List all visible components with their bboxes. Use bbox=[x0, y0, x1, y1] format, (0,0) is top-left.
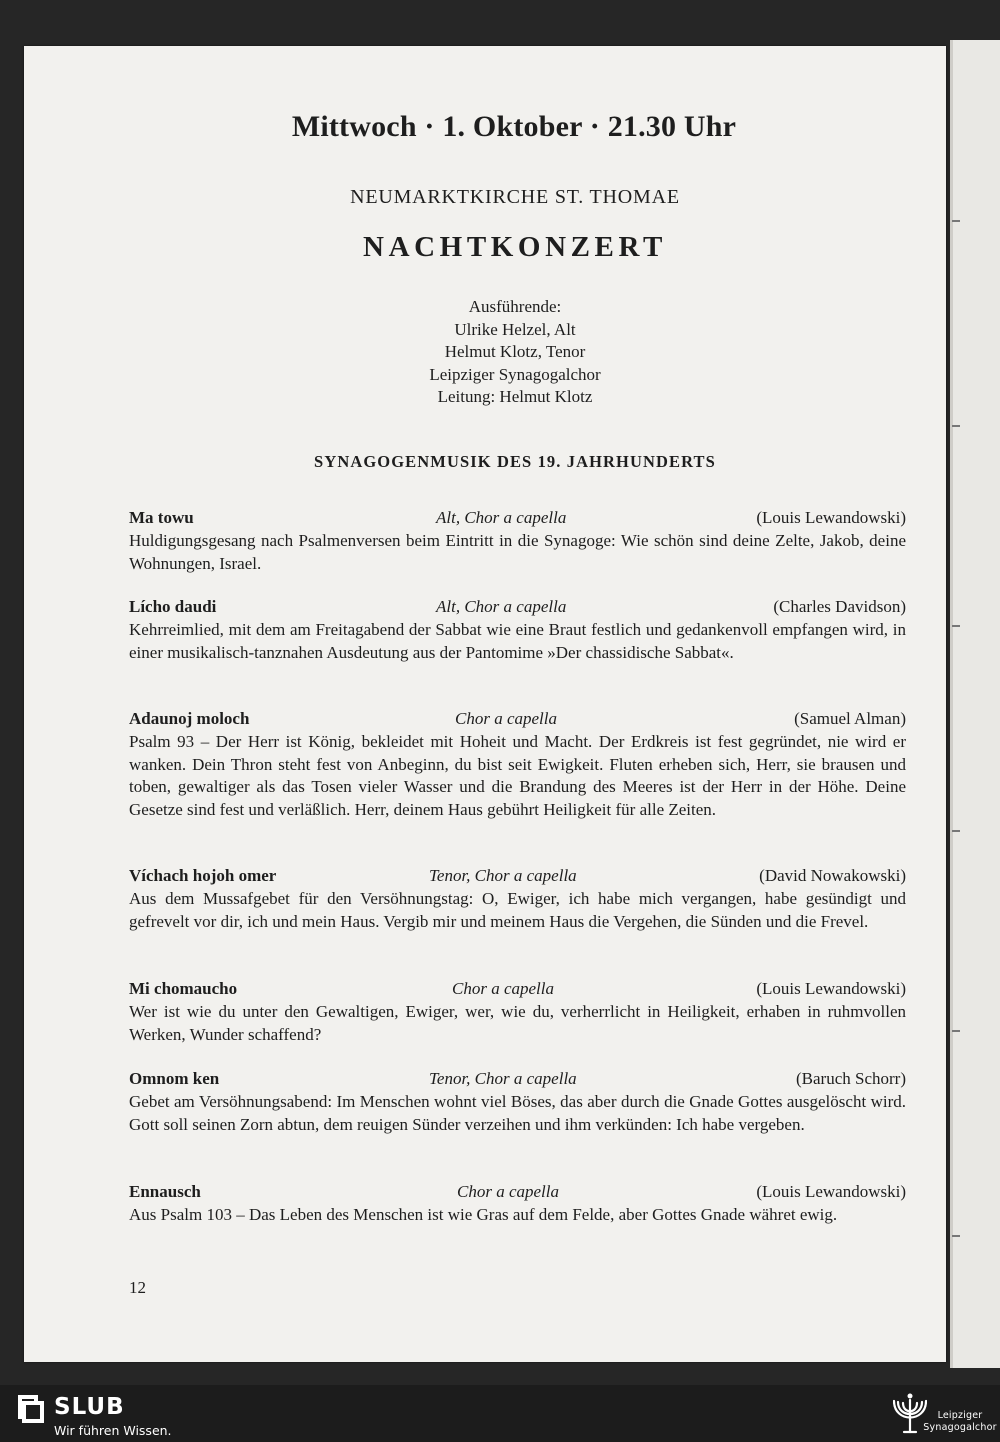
piece-composer: (Louis Lewandowski) bbox=[756, 508, 906, 527]
piece-title: Ma towu bbox=[129, 508, 194, 527]
piece-description: Wer ist wie du unter den Gewaltigen, Ewiger, wer, wie du, verherrlicht in Heiligkeit, erhaben in ruhmvollen Werken, Wunder schaffend? bbox=[129, 1002, 906, 1044]
entry-header bbox=[129, 979, 906, 1001]
piece-voices: Chor a capella bbox=[455, 709, 557, 728]
binding-mark bbox=[952, 1030, 960, 1032]
piece-description: Aus dem Mussafgebet für den Versöhnungstag: O, Ewiger, ich habe mich vergangen, habe gesündigt und gefrevelt vor dir, ich und mein Haus. Vergib mir und meinem Haus die Vergehen, die Sünden und die Frevel. bbox=[129, 889, 906, 931]
piece-description: Kehrreimlied, mit dem am Freitagabend der Sabbat wie eine Braut festlich und gedankenvoll empfangen wird, in einer musikalisch-tanznahen Ausdeutung aus der Pantomime »Der chassidische Sabbat«. bbox=[129, 620, 906, 662]
entry-header bbox=[129, 508, 906, 530]
section-heading: SYNAGOGENMUSIK DES 19. JAHRHUNDERTS bbox=[314, 452, 716, 471]
entry-header bbox=[129, 1069, 906, 1091]
piece-description: Psalm 93 – Der Herr ist König, bekleidet mit Hoheit und Macht. Der Erdkreis ist fest gegründet, nie wird er wanken. Dein Thron steht fest von Anbeginn, du bist seit Ewigkeit. Fluten erheben sich, Herr, sie brausen und toben, gewaltiger als das Tosen vieler Wasser und die Brandung des Meeres ist der Herr in der Höhe. Deine Gesetze sind fest und verläßlich. Herr, deinem Haus gebührt Heiligkeit für alle Zeiten. bbox=[129, 732, 906, 819]
binding-mark bbox=[952, 1235, 960, 1237]
piece-voices: Tenor, Chor a capella bbox=[429, 866, 577, 885]
piece-voices: Alt, Chor a capella bbox=[436, 508, 567, 527]
piece-title: Lícho daudi bbox=[129, 597, 217, 616]
piece-voices: Chor a capella bbox=[457, 1182, 559, 1201]
binding-mark bbox=[952, 425, 960, 427]
piece-title: Ennausch bbox=[129, 1182, 201, 1201]
piece-title: Víchach hojoh omer bbox=[129, 866, 277, 885]
binding-mark bbox=[952, 830, 960, 832]
page-number: 12 bbox=[129, 1278, 146, 1297]
library-claim: Wir führen Wissen. bbox=[54, 1423, 172, 1438]
piece-composer: (Louis Lewandowski) bbox=[756, 1182, 906, 1201]
entry-header bbox=[129, 597, 906, 619]
program-entry bbox=[129, 866, 906, 933]
piece-composer: (Louis Lewandowski) bbox=[756, 979, 906, 998]
performers-block bbox=[0, 296, 1000, 409]
piece-description: Gebet am Versöhnungsabend: Im Menschen wohnt viel Böses, das aber durch die Gnade Gottes ausgelöscht wird. Gott soll seinen Zorn abtun, dem reuigen Sünder verzeihen und ihm verkünden: Ich habe vergeben. bbox=[129, 1092, 906, 1134]
piece-voices: Chor a capella bbox=[452, 979, 554, 998]
venue: NEUMARKTKIRCHE ST. THOMAE bbox=[350, 186, 680, 208]
choir-name bbox=[923, 1410, 997, 1434]
program-entry bbox=[129, 508, 906, 575]
piece-title: Mi chomaucho bbox=[129, 979, 238, 998]
piece-composer: (Charles Davidson) bbox=[773, 597, 906, 616]
entry-header bbox=[129, 1182, 906, 1204]
program-entry bbox=[129, 1182, 906, 1227]
menorah-icon bbox=[893, 1392, 927, 1436]
date-line: Mittwoch · 1. Oktober · 21.30 Uhr bbox=[291, 110, 737, 143]
performer-line: Leipziger Synagogalchor bbox=[429, 364, 601, 384]
binding-mark bbox=[952, 220, 960, 222]
choir-name-line: Leipziger bbox=[937, 1410, 983, 1421]
performers-label: Ausführende: bbox=[468, 297, 562, 316]
performer-line: Ulrike Helzel, Alt bbox=[454, 319, 576, 339]
piece-voices: Tenor, Chor a capella bbox=[429, 1069, 577, 1088]
binding-mark bbox=[952, 625, 960, 627]
program-entry bbox=[129, 979, 906, 1046]
piece-composer: (Baruch Schorr) bbox=[796, 1069, 906, 1088]
entry-header bbox=[129, 866, 906, 888]
choir-name-line: Synagogalchor bbox=[923, 1422, 997, 1433]
program-entry bbox=[129, 709, 906, 821]
entry-header bbox=[129, 709, 906, 731]
slub-logo-icon[interactable] bbox=[18, 1395, 44, 1423]
program-entry bbox=[129, 1069, 906, 1136]
concert-title: NACHTKONZERT bbox=[363, 231, 667, 263]
library-name[interactable]: SLUB bbox=[54, 1394, 125, 1420]
piece-composer: (Samuel Alman) bbox=[794, 709, 906, 728]
program-entry bbox=[129, 597, 906, 664]
piece-composer: (David Nowakowski) bbox=[759, 866, 906, 885]
piece-description: Aus Psalm 103 – Das Leben des Menschen ist wie Gras auf dem Felde, aber Gottes Gnade währet ewig. bbox=[129, 1205, 838, 1224]
piece-title: Omnom ken bbox=[129, 1069, 220, 1088]
piece-voices: Alt, Chor a capella bbox=[436, 597, 567, 616]
performer-line: Leitung: Helmut Klotz bbox=[437, 387, 593, 406]
piece-description: Huldigungsgesang nach Psalmenversen beim Eintritt in die Synagoge: Wie schön sind deine Zelte, Jakob, deine Wohnungen, Israel. bbox=[129, 531, 906, 573]
performer-line: Helmut Klotz, Tenor bbox=[444, 342, 586, 361]
piece-title: Adaunoj moloch bbox=[129, 709, 250, 728]
